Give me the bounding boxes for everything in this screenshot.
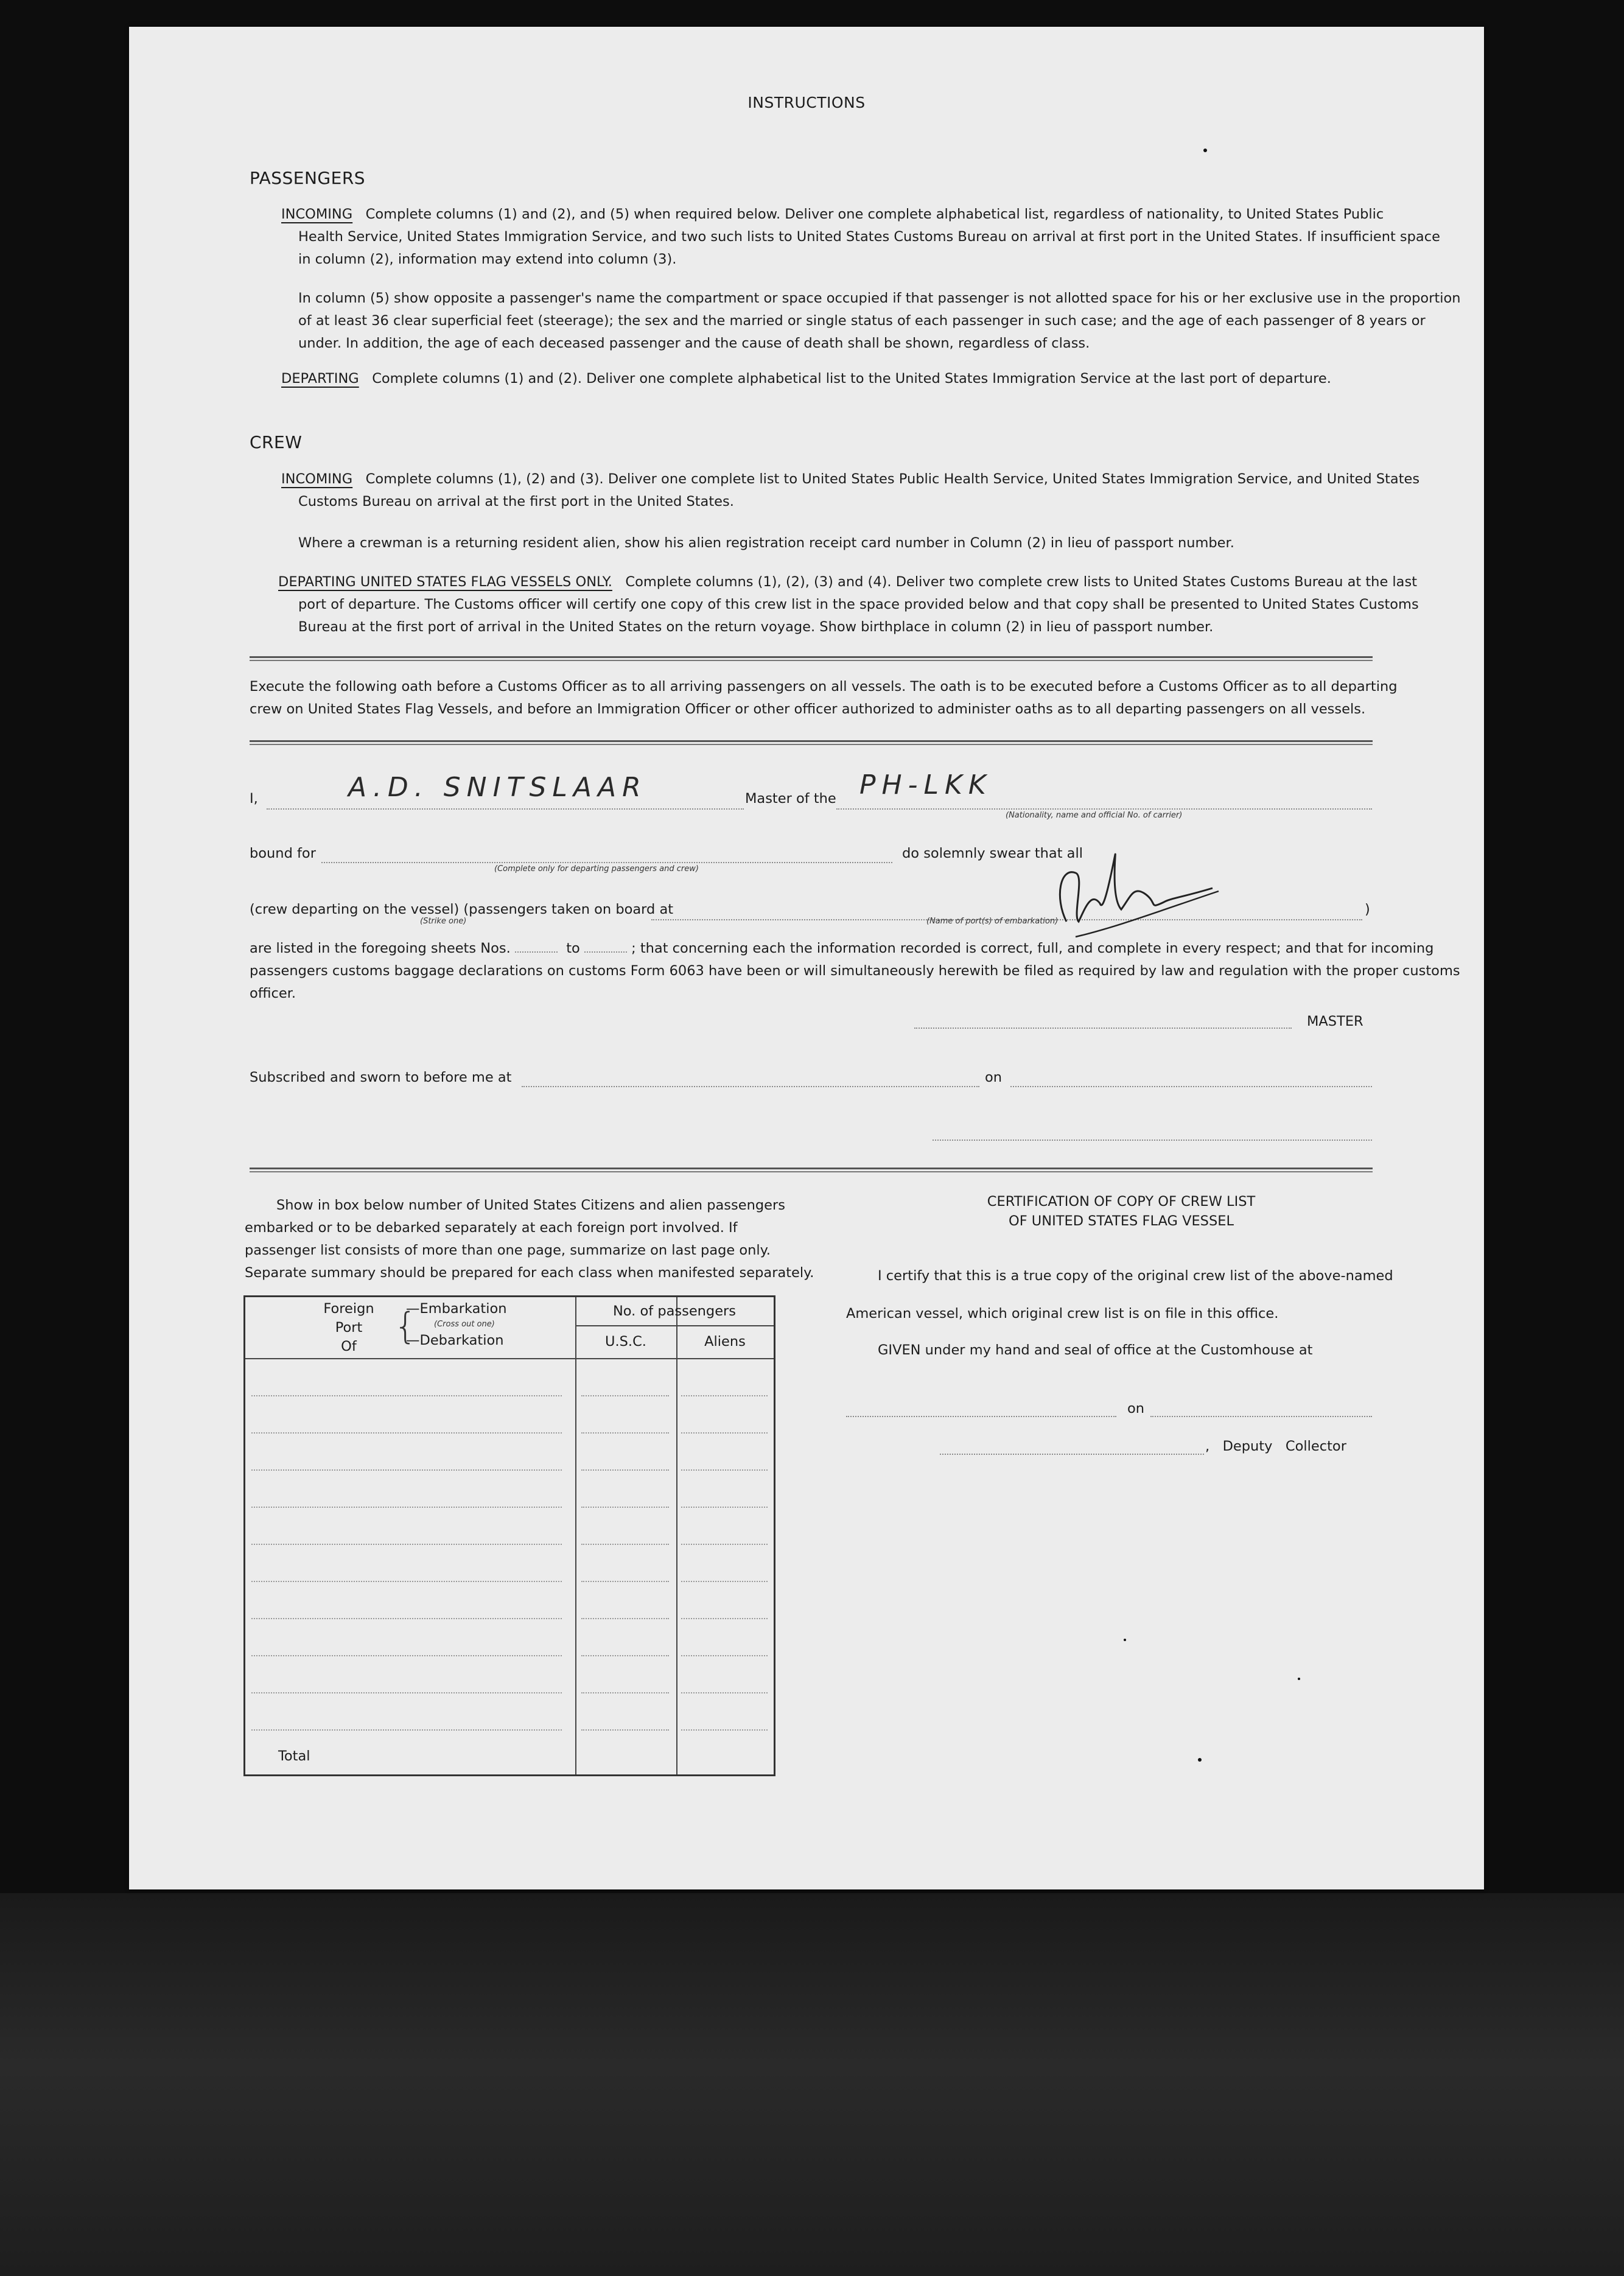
summary-row-line[interactable] xyxy=(581,1692,669,1693)
summary-row-line[interactable] xyxy=(251,1395,562,1396)
summary-row-line[interactable] xyxy=(251,1432,562,1434)
ports-caption: (Name of port(s) of embarkation) xyxy=(926,917,1059,926)
scan-speck xyxy=(1298,1678,1300,1680)
bound-for-field[interactable] xyxy=(321,852,892,863)
passengers-heading: PASSENGERS xyxy=(250,168,366,188)
of-label: Of xyxy=(341,1339,357,1354)
customhouse-field[interactable] xyxy=(846,1407,1116,1417)
subscribed-on-label: on xyxy=(985,1070,1003,1085)
crew-incoming-text-2: Customs Bureau on arrival at the first port in the United States. xyxy=(298,494,734,509)
summary-row-line[interactable] xyxy=(251,1544,562,1545)
summary-row-line[interactable] xyxy=(681,1581,768,1582)
page-title: INSTRUCTIONS xyxy=(747,94,866,111)
summary-row-line[interactable] xyxy=(581,1618,669,1619)
summary-line-3: passenger list consists of more than one page, summarize on last page only. xyxy=(245,1242,771,1258)
crew-incoming-block xyxy=(281,468,1420,513)
subscribed-place-field[interactable] xyxy=(522,1076,979,1087)
listed-to: to xyxy=(566,940,580,956)
vessel-handwritten: PH-LKK xyxy=(859,769,992,800)
listed-2: passengers customs baggage declarations on customs Form 6063 have been or will simultaneously herewith be filed as required by law and regulation with the proper customs xyxy=(250,963,1460,979)
bound-for-label: bound for xyxy=(250,846,316,861)
divider-2 xyxy=(250,740,1373,745)
summary-row-line[interactable] xyxy=(581,1581,669,1582)
summary-row-line[interactable] xyxy=(251,1581,562,1582)
crew-departing-text-1: Complete columns (1), (2), (3) and (4). Deliver two complete crew lists to United States Customs Bureau at the last xyxy=(625,574,1418,590)
summary-row-line[interactable] xyxy=(681,1729,768,1731)
crew-departing-block xyxy=(278,571,1419,639)
no-passengers-label: No. of passengers xyxy=(612,1303,737,1319)
cross-out-caption: (Cross out one) xyxy=(434,1320,495,1329)
col5-text-1: In column (5) show opposite a passenger's name the compartment or space occupied if that passenger is not allotted space for his or her exclusive use in the proportion xyxy=(298,290,1461,306)
scan-background xyxy=(0,1893,1624,2276)
listed-1a: are listed in the foregoing sheets Nos. xyxy=(250,940,511,956)
passengers-departing-block xyxy=(281,368,1331,390)
oath-i-label: I, xyxy=(250,791,258,807)
foreign-label: Foreign xyxy=(323,1301,374,1317)
certification-title xyxy=(859,1192,1383,1231)
passengers-incoming-text-1: Complete columns (1) and (2), and (5) when required below. Deliver one complete alphabetical list, regardless of nationality, to United States Public xyxy=(365,206,1384,222)
summary-row-line[interactable] xyxy=(251,1618,562,1619)
certification-text-3: GIVEN under my hand and seal of office at the Customhouse at xyxy=(878,1342,1313,1358)
passenger-summary-box xyxy=(243,1295,775,1776)
col5-text-2: of at least 36 clear superficial feet (steerage); the sex and the married or single status of each passenger in such case; and the age of each passenger of 8 years or xyxy=(298,313,1426,329)
summary-row-line[interactable] xyxy=(681,1692,768,1693)
total-label: Total xyxy=(278,1748,310,1764)
summary-row-line[interactable] xyxy=(681,1432,768,1434)
summary-instructions xyxy=(245,1194,814,1284)
bound-caption: (Complete only for departing passengers and crew) xyxy=(494,864,699,874)
summary-row-line[interactable] xyxy=(681,1395,768,1396)
deputy-signature-field[interactable] xyxy=(940,1445,1204,1455)
master-signature xyxy=(1042,830,1225,952)
summary-row-line[interactable] xyxy=(581,1432,669,1434)
passengers-departing-text: Complete columns (1) and (2). Deliver one complete alphabetical list to the United States Immigration Service at the last port of departure. xyxy=(372,371,1331,387)
header-split-line xyxy=(575,1325,774,1326)
officer-signature-line[interactable] xyxy=(933,1130,1372,1141)
embark-debark xyxy=(406,1300,506,1350)
passengers-incoming-label: INCOMING xyxy=(281,206,353,222)
passengers-incoming-text-2: Health Service, United States Immigration Service, and two such lists to United States Customs Bureau on arrival at first port in the United States. If insufficient space xyxy=(298,229,1440,245)
certification-text-1: I certify that this is a true copy of the original crew list of the above-named xyxy=(878,1268,1393,1284)
vessel-caption: (Nationality, name and official No. of carrier) xyxy=(1006,811,1183,820)
sheet-from-field[interactable] xyxy=(515,943,558,953)
summary-row-line[interactable] xyxy=(581,1544,669,1545)
port-label: Port xyxy=(335,1320,363,1336)
crew-incoming-text-1: Complete columns (1), (2) and (3). Deliver one complete list to United States Public Health Service, United States Immigration Service, and United States xyxy=(365,471,1420,487)
divider-1 xyxy=(250,656,1373,661)
summary-row-line[interactable] xyxy=(581,1395,669,1396)
swear-label: do solemnly swear that all xyxy=(902,846,1083,861)
summary-row-line[interactable] xyxy=(681,1655,768,1656)
listed-block xyxy=(250,937,1460,1005)
summary-row-line[interactable] xyxy=(581,1655,669,1656)
form-page xyxy=(129,27,1484,1889)
col-divider-aliens xyxy=(676,1297,677,1774)
crew-departing-text-2: port of departure. The Customs officer will certify one copy of this crew list in the space provided below and that copy shall be presented to United States Customs xyxy=(298,597,1419,612)
summary-row-line[interactable] xyxy=(251,1469,562,1471)
oath-intro-2: crew on United States Flag Vessels, and before an Immigration Officer or other officer authorized to administer oaths as to all departing passengers on all vessels. xyxy=(250,701,1366,717)
strike-caption: (Strike one) xyxy=(420,917,467,926)
sheet-to-field[interactable] xyxy=(584,943,627,953)
crew-departing-text-3: Bureau at the first port of arrival in the United States on the return voyage. Show birthplace in column (2) in lieu of passport number. xyxy=(298,619,1214,635)
header-bottom-line xyxy=(245,1358,774,1359)
crew-incoming-label: INCOMING xyxy=(281,471,353,487)
certification-on-label: on xyxy=(1127,1401,1145,1416)
debarkation-label: —Debarkation xyxy=(406,1332,504,1348)
listed-3: officer. xyxy=(250,986,296,1001)
summary-row-line[interactable] xyxy=(581,1507,669,1508)
crew-departing-oath-label: (crew departing on the vessel) (passengers taken on board at xyxy=(250,902,674,917)
passengers-departing-label: DEPARTING xyxy=(281,371,359,387)
col5-text-3: under. In addition, the age of each deceased passenger and the cause of death shall be shown, regardless of class. xyxy=(298,335,1090,351)
crew-resident-text: Where a crewman is a returning resident alien, show his alien registration receipt card number in Column (2) in lieu of passport number. xyxy=(298,535,1234,551)
col-divider-usc xyxy=(575,1297,576,1774)
scan-speck xyxy=(1124,1639,1126,1641)
certification-title-1: CERTIFICATION OF COPY OF CREW LIST xyxy=(987,1194,1256,1210)
summary-row-line[interactable] xyxy=(681,1544,768,1545)
certification-text-2: American vessel, which original crew list is on file in this office. xyxy=(846,1306,1279,1322)
embarkation-label: —Embarkation xyxy=(406,1301,507,1317)
close-paren: ) xyxy=(1365,902,1370,917)
certification-date-field[interactable] xyxy=(1150,1407,1372,1417)
summary-row-line[interactable] xyxy=(251,1692,562,1693)
summary-row-line[interactable] xyxy=(581,1729,669,1731)
subscribed-label: Subscribed and sworn to before me at xyxy=(250,1070,512,1085)
master-of-label: Master of the xyxy=(745,791,836,807)
oath-intro xyxy=(250,676,1398,721)
summary-row-line[interactable] xyxy=(681,1507,768,1508)
crew-departing-label: DEPARTING UNITED STATES FLAG VESSELS ONLY. xyxy=(278,574,612,590)
usc-label: U.S.C. xyxy=(605,1334,646,1350)
summary-row-line[interactable] xyxy=(251,1655,562,1656)
summary-row-line[interactable] xyxy=(681,1469,768,1471)
summary-row-line[interactable] xyxy=(251,1507,562,1508)
oath-intro-1: Execute the following oath before a Customs Officer as to all arriving passengers on all vessels. The oath is to be executed before a Customs Officer as to all departing xyxy=(250,679,1398,695)
foreign-port-of xyxy=(312,1300,385,1356)
listed-1b: ; that concerning each the information recorded is correct, full, and complete in every respect; and that for incoming xyxy=(631,940,1434,956)
scan-speck xyxy=(1198,1758,1202,1762)
passengers-col5-block xyxy=(298,287,1461,355)
summary-line-1: Show in box below number of United States Citizens and alien passengers xyxy=(276,1197,785,1213)
passengers-incoming-text-3: in column (2), information may extend into column (3). xyxy=(298,251,677,267)
master-name-handwritten: A.D. SNITSLAAR xyxy=(348,772,647,803)
aliens-label: Aliens xyxy=(704,1334,746,1350)
certification-title-2: OF UNITED STATES FLAG VESSEL xyxy=(1009,1213,1234,1229)
master-label: MASTER xyxy=(1307,1014,1363,1029)
master-signature-line[interactable] xyxy=(914,1018,1292,1029)
crew-heading: CREW xyxy=(250,432,303,452)
summary-row-line[interactable] xyxy=(681,1618,768,1619)
summary-line-4: Separate summary should be prepared for each class when manifested separately. xyxy=(245,1265,814,1281)
scan-speck xyxy=(1203,149,1207,152)
passengers-incoming-block xyxy=(281,203,1440,271)
summary-line-2: embarked or to be debarked separately at each foreign port involved. If xyxy=(245,1220,738,1236)
summary-row-line[interactable] xyxy=(581,1469,669,1471)
brace: { xyxy=(394,1305,418,1348)
subscribed-date-field[interactable] xyxy=(1010,1076,1372,1087)
deputy-collector-label: , Deputy Collector xyxy=(1205,1438,1346,1454)
summary-row-line[interactable] xyxy=(251,1729,562,1731)
divider-3 xyxy=(250,1168,1373,1172)
